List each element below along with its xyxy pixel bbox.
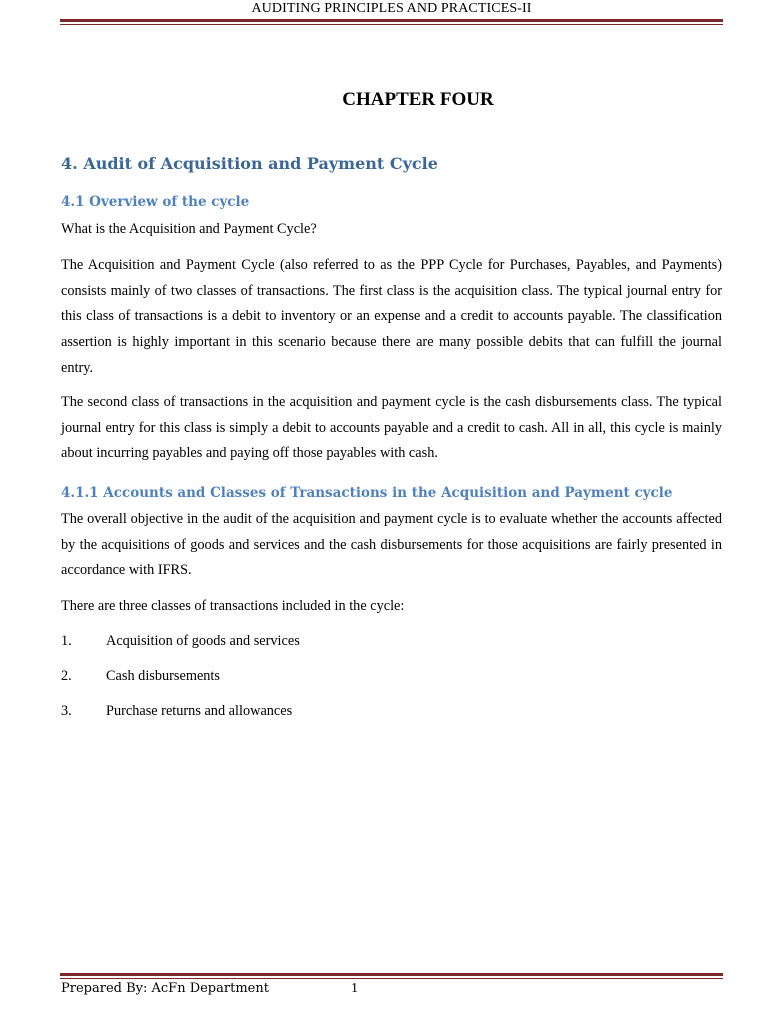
- list-item: Acquisition of goods and services: [106, 633, 300, 649]
- accounts-paragraph: The overall objective in the audit of the acquisition and payment cycle is to evaluate whether the accounts affected by the acquisitions of goods and services and the cash disbursements for those acquisitions are fairly presented in accordance with IFRS.: [61, 511, 722, 579]
- list-item-number: 2.: [61, 668, 72, 684]
- chapter-title: CHAPTER FOUR: [342, 89, 494, 110]
- overview-paragraph: The Acquisition and Payment Cycle (also referred to as the PPP Cycle for Purchases, Payables, and Payments) consists mainly of two classes of transactions. The first class is the acquisition class. The typical journal entry for this class of transactions is a debit to inventory or an expense and a credit to accounts payable. The classification assertion is highly important in this scenario because there are many possible debits that can fulfill the journal entry.: [61, 257, 722, 376]
- page-number: 1: [351, 981, 358, 996]
- section-heading: 4. Audit of Acquisition and Payment Cycle: [61, 154, 438, 173]
- list-item: Cash disbursements: [106, 668, 220, 684]
- subsection-heading-accounts: 4.1.1 Accounts and Classes of Transactions in the Acquisition and Payment cycle: [61, 485, 673, 501]
- classes-intro: There are three classes of transactions included in the cycle:: [61, 598, 405, 614]
- list-item: Purchase returns and allowances: [106, 703, 293, 719]
- header-rule-thick: [60, 19, 723, 22]
- footer-rule-thick: [60, 973, 723, 976]
- list-item-number: 3.: [61, 703, 72, 719]
- list-item-number: 1.: [61, 633, 72, 649]
- subsection-heading-overview: 4.1 Overview of the cycle: [61, 194, 250, 210]
- overview-question: What is the Acquisition and Payment Cycle?: [61, 221, 317, 237]
- running-header: AUDITING PRINCIPLES AND PRACTICES-II: [251, 1, 532, 16]
- footer-rule-thin: [60, 978, 723, 979]
- overview-paragraph: The second class of transactions in the acquisition and payment cycle is the cash disbursements class. The typical journal entry for this class is simply a debit to accounts payable and a credit to cash. All in all, this cycle is mainly about incurring payables and paying off those payables with cash.: [61, 394, 722, 462]
- header-rule-thin: [60, 24, 723, 25]
- footer-prepared-by: Prepared By: AcFn Department: [61, 981, 269, 996]
